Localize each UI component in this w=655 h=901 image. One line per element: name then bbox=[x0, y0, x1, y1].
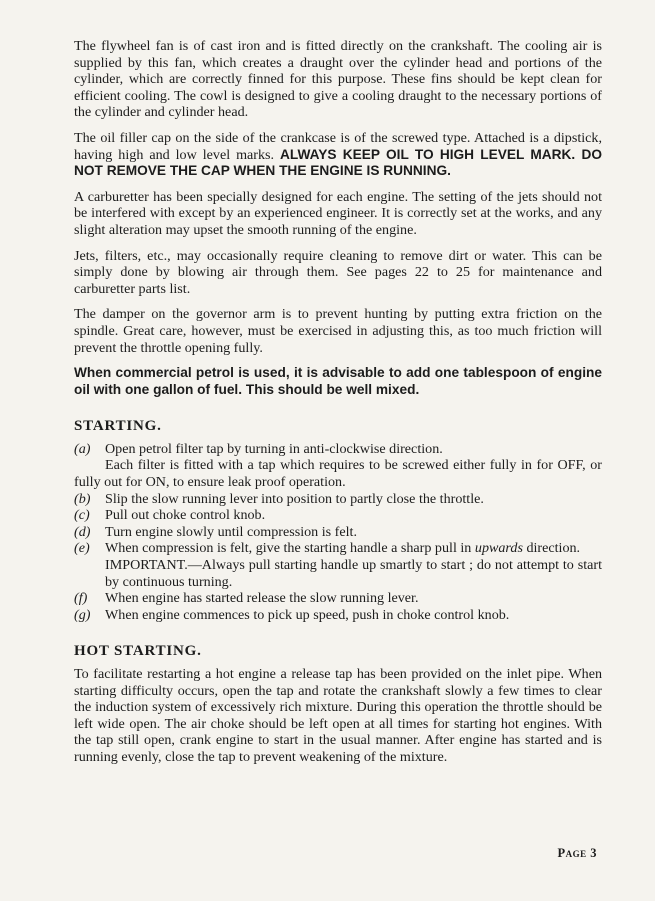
manual-page bbox=[74, 38, 602, 775]
step-marker: (d) bbox=[74, 523, 91, 540]
starting-step-e-important-note: IMPORTANT.—Always pull starting handle up smartly to start ; do not attempt to start by continuous turning. bbox=[105, 557, 602, 590]
step-marker: (b) bbox=[74, 490, 91, 507]
paragraph-oil-filler bbox=[74, 130, 602, 180]
hot-starting-heading: HOT STARTING. bbox=[74, 643, 202, 660]
step-text bbox=[105, 540, 602, 557]
step-marker: (g) bbox=[74, 606, 91, 623]
step-e-text-before: When compression is felt, give the starting handle a sharp pull in bbox=[105, 540, 472, 557]
step-text: Slip the slow running lever into position to partly close the throttle. bbox=[105, 490, 484, 507]
page-number: Page 3 bbox=[557, 846, 597, 860]
starting-heading: STARTING. bbox=[74, 418, 162, 435]
step-marker: (e) bbox=[74, 540, 90, 557]
oil-warning: ALWAYS KEEP OIL TO HIGH LEVEL MARK. DO NOT REMOVE THE CAP WHEN THE ENGINE IS RUNNING. bbox=[74, 146, 602, 179]
paragraph-hot-starting: To facilitate restarting a hot engine a release tap has been provided on the inlet pipe. When starting difficulty occurs, open the tap and rotate the crankshaft slowly a few times to clear the induction system of excessively rich mixture. During this operation the throttle should be left wide open. The air choke should be left open at all times for starting hot engines. With the tap still open, crank engine to start in the usual manner. After engine has started and is running evenly, close the tap to prevent weakening of the mixture. bbox=[74, 666, 602, 765]
step-e-text-after: direction. bbox=[526, 540, 581, 557]
step-text: Pull out choke control knob. bbox=[105, 507, 266, 524]
starting-step-a-note: Each filter is fitted with a tap which requires to be screwed either fully in for OFF, or fully out for ON, to ensure leak proof operation. bbox=[74, 457, 602, 491]
starting-step-a bbox=[74, 441, 602, 458]
oil-filler-text: The oil filler cap on the side of the crankcase is of the screwed type. Attached is a dipstick, having high and low level marks. bbox=[74, 129, 602, 163]
step-marker: (a) bbox=[74, 440, 91, 457]
step-text: Open petrol filter tap by turning in anti-clockwise direction. bbox=[105, 440, 443, 457]
paragraph-petrol-oil-note: When commercial petrol is used, it is advisable to add one tablespoon of engine oil with one gallon of fuel. This should be well mixed. bbox=[74, 365, 602, 397]
paragraph-carburetter: A carburetter has been specially designed for each engine. The setting of the jets should not be interfered with except by an experienced engineer. It is correctly set at the works, and any slight alteration may upset the smooth running of the engine. bbox=[74, 188, 602, 238]
step-e-emphasis: upwards bbox=[474, 540, 523, 557]
step-text: When engine has started release the slow running lever. bbox=[105, 590, 419, 607]
starting-step-g bbox=[74, 607, 602, 624]
starting-steps-list bbox=[74, 441, 602, 624]
starting-step-d bbox=[74, 524, 602, 541]
step-marker: (f) bbox=[74, 590, 88, 607]
step-marker: (c) bbox=[74, 507, 90, 524]
paragraph-cooling-fan: The flywheel fan is of cast iron and is fitted directly on the crankshaft. The cooling air is supplied by this fan, which creates a draught over the cylinder head and portions of the cylinder, which are correctly finned for this purpose. These fins should be kept clean for efficient cooling. The cowl is designed to give a cooling draught to the necessary portions of the cylinder and cylinder head. bbox=[74, 38, 602, 121]
paragraph-governor-damper: The damper on the governor arm is to prevent hunting by putting extra friction on the spindle. Great care, however, must be exercised in adjusting this, as too much friction will prevent the throttle opening fully. bbox=[74, 306, 602, 356]
starting-step-b bbox=[74, 491, 602, 508]
starting-step-c bbox=[74, 507, 602, 524]
starting-step-e bbox=[74, 540, 602, 557]
paragraph-jets-filters: Jets, filters, etc., may occasionally require cleaning to remove dirt or water. This can be simply done by blowing air through them. See pages 22 to 25 for maintenance and carburetter parts list. bbox=[74, 247, 602, 297]
step-text: When engine commences to pick up speed, push in choke control knob. bbox=[105, 606, 510, 623]
starting-step-f bbox=[74, 590, 602, 607]
step-text: Turn engine slowly until compression is felt. bbox=[105, 523, 357, 540]
